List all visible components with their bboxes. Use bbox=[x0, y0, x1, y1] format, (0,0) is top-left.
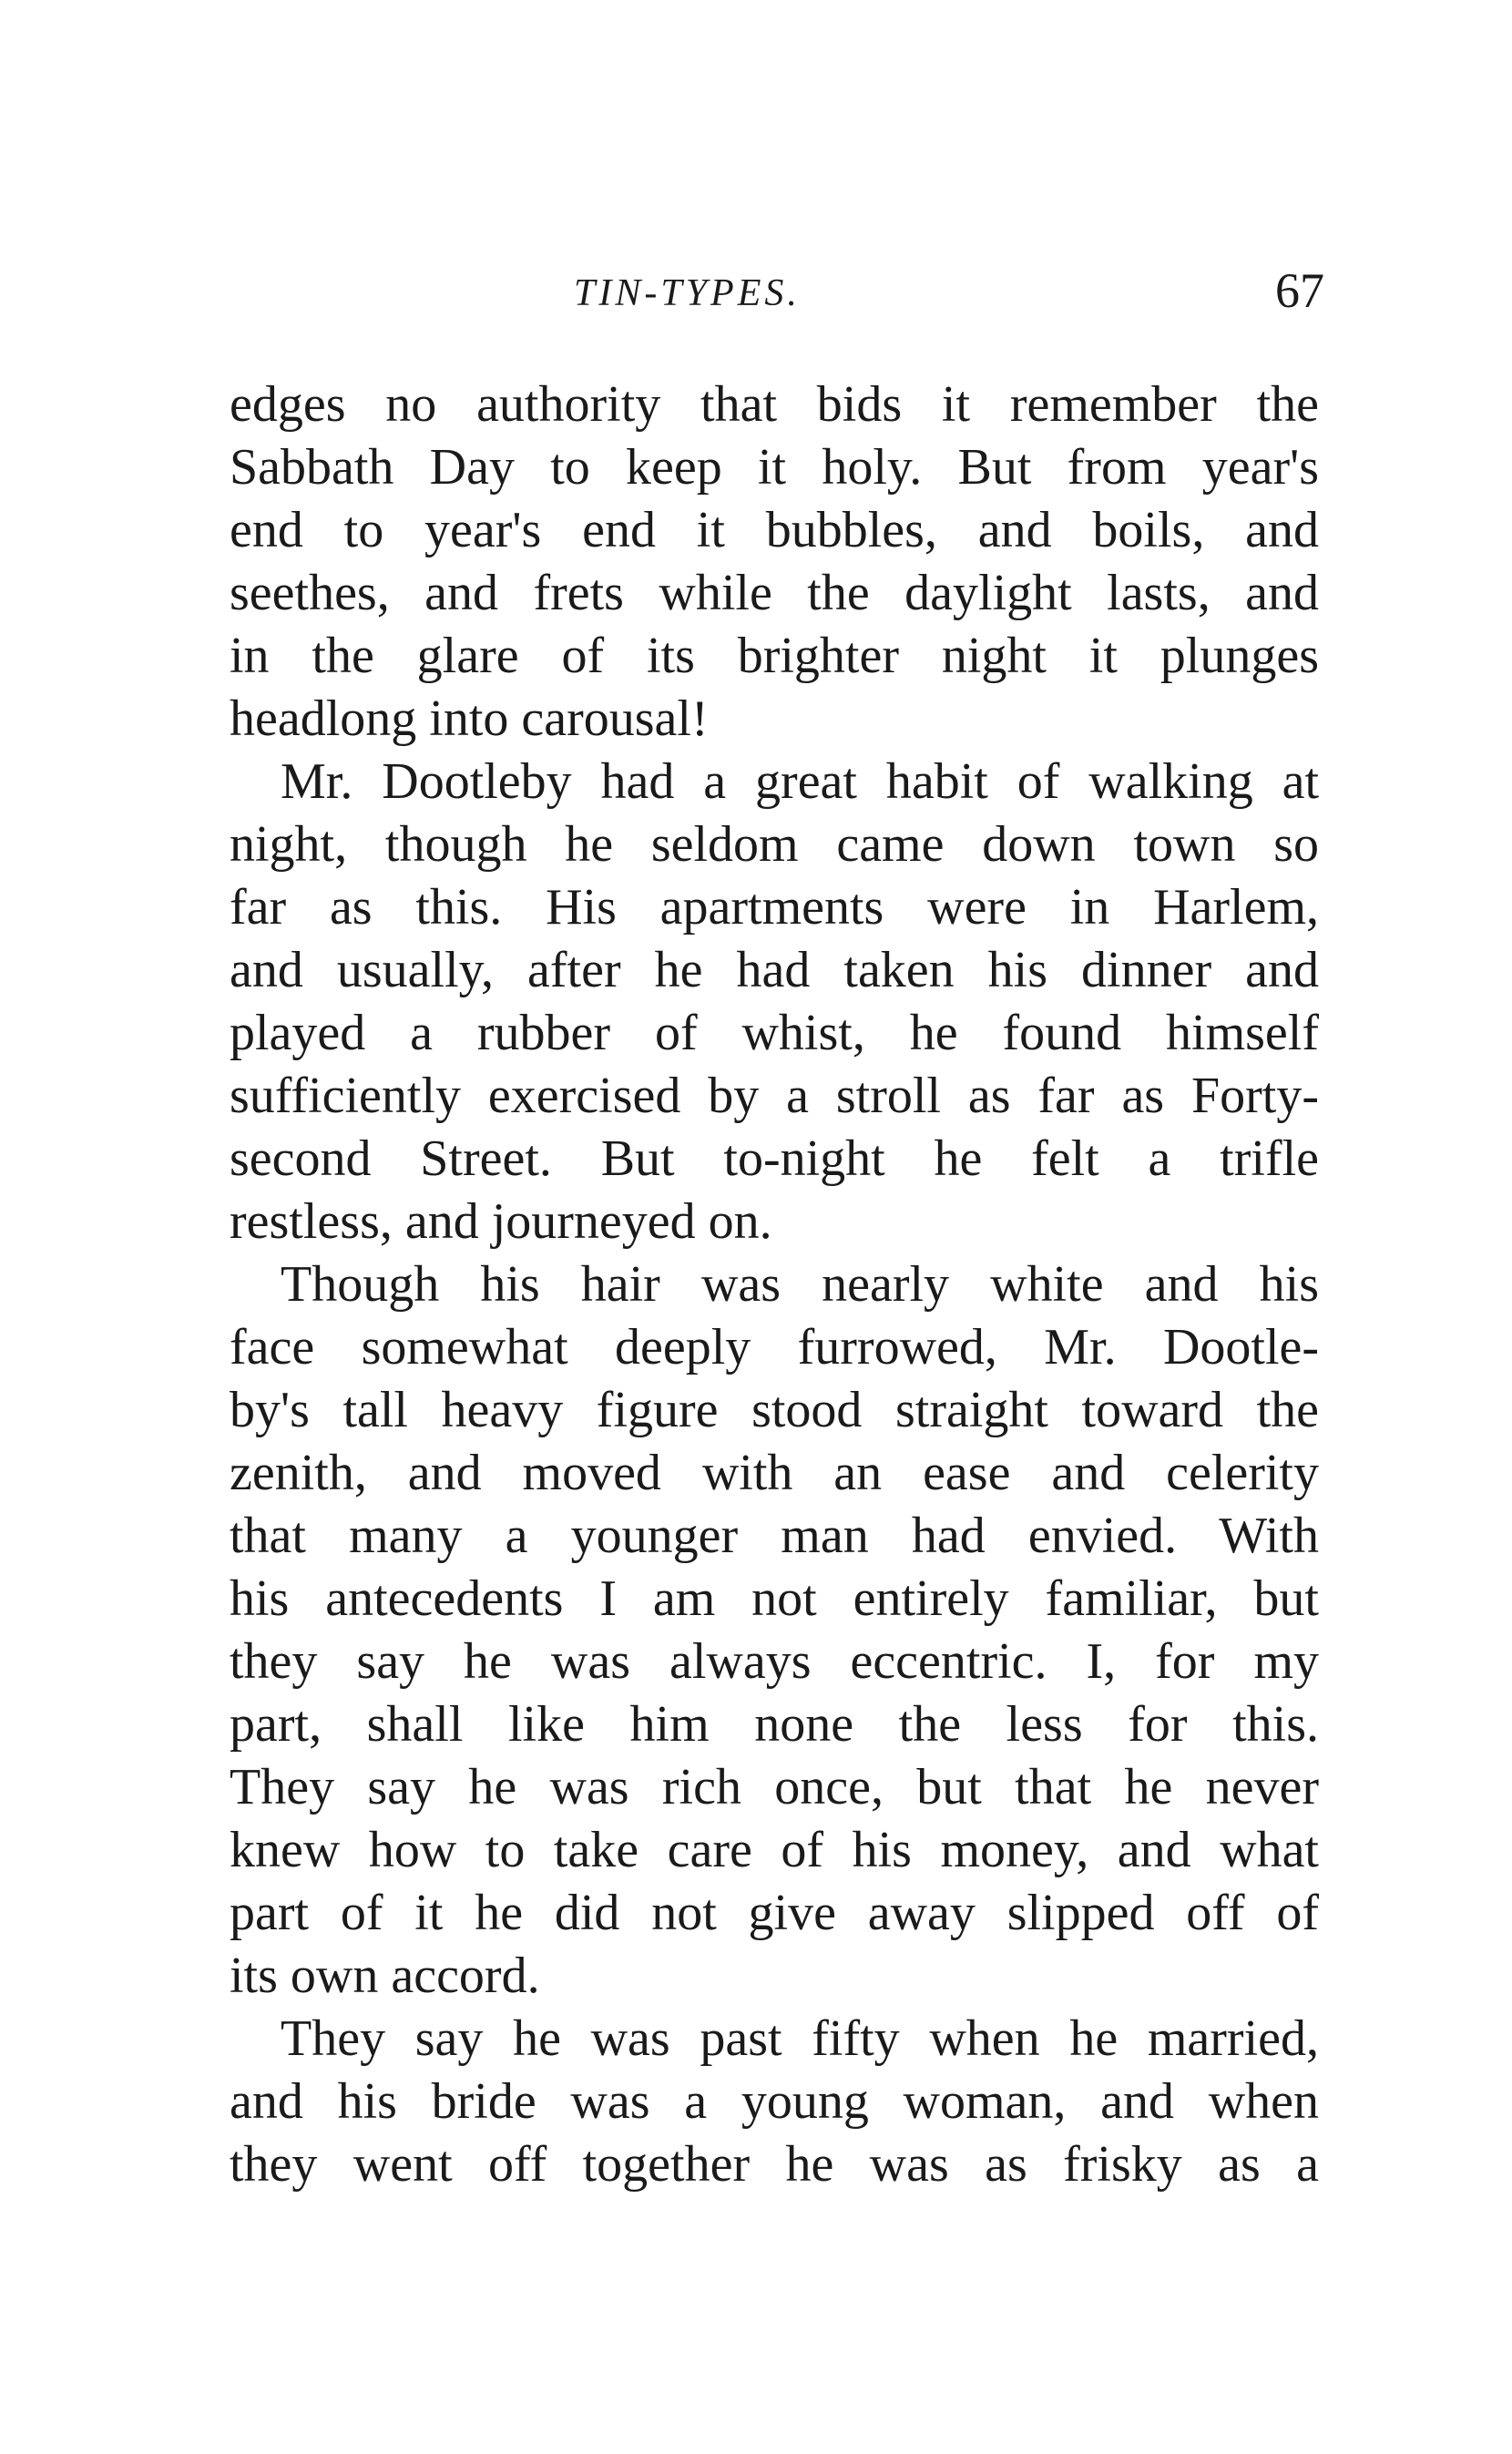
text-line: face somewhat deeply furrowed, Mr. Dootle- bbox=[230, 1319, 1319, 1375]
text-line: in the glare of its brighter night it plunges bbox=[230, 628, 1319, 684]
text-line: headlong into carousal! bbox=[230, 690, 709, 747]
text-line: Sabbath Day to keep it holy. But from year's bbox=[230, 439, 1319, 496]
text-line: part, shall like him none the less for this. bbox=[230, 1696, 1319, 1753]
text-line: they went off together he was as frisky as a bbox=[230, 2136, 1319, 2193]
text-line: and usually, after he had taken his dinner and bbox=[230, 942, 1319, 998]
text-line: restless, and journeyed on. bbox=[230, 1193, 772, 1250]
text-line: and his bride was a young woman, and when bbox=[230, 2073, 1319, 2130]
text-line: knew how to take care of his money, and what bbox=[230, 1822, 1319, 1878]
text-line: by's tall heavy figure stood straight toward the bbox=[230, 1382, 1319, 1438]
text-line: They say he was past fifty when he married, bbox=[281, 2010, 1319, 2067]
text-line: second Street. But to-night he felt a trifle bbox=[230, 1130, 1319, 1187]
text-line: Mr. Dootleby had a great habit of walking at bbox=[281, 753, 1319, 810]
text-line: sufficiently exercised by a stroll as far as Forty- bbox=[230, 1068, 1319, 1124]
text-line: edges no authority that bids it remember the bbox=[230, 376, 1319, 433]
text-line: that many a younger man had envied. With bbox=[230, 1508, 1319, 1564]
text-line: They say he was rich once, but that he never bbox=[230, 1759, 1319, 1815]
running-head-title: TIN-TYPES. bbox=[574, 272, 801, 314]
text-line: Though his hair was nearly white and his bbox=[281, 1256, 1319, 1313]
text-line: its own accord. bbox=[230, 1948, 540, 2004]
text-line: they say he was always eccentric. I, for my bbox=[230, 1633, 1319, 1690]
text-line: part of it he did not give away slipped off of bbox=[230, 1885, 1319, 1941]
text-line: seethes, and frets while the daylight lasts, and bbox=[230, 565, 1319, 621]
text-line: played a rubber of whist, he found himself bbox=[230, 1005, 1319, 1061]
text-line: zenith, and moved with an ease and celerity bbox=[230, 1445, 1319, 1501]
page-number: 67 bbox=[1275, 263, 1324, 318]
text-line: his antecedents I am not entirely familiar, but bbox=[230, 1570, 1319, 1627]
text-line: end to year's end it bubbles, and boils, and bbox=[230, 502, 1319, 558]
body-text bbox=[230, 373, 1319, 2196]
running-head bbox=[0, 262, 1512, 335]
text-line: night, though he seldom came down town so bbox=[230, 816, 1319, 873]
text-line: far as this. His apartments were in Harlem, bbox=[230, 879, 1319, 936]
